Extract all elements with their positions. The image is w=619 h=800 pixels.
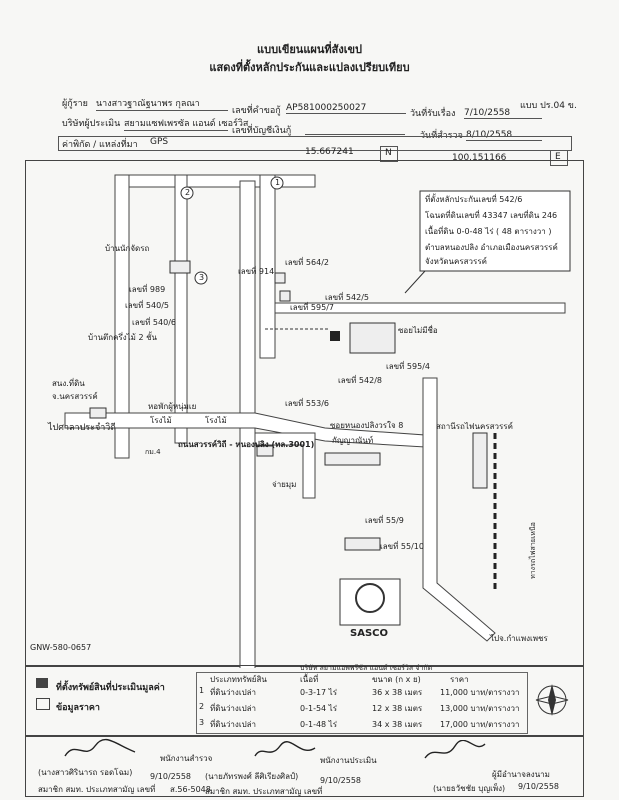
ref-value: AP581000250027 (286, 103, 406, 114)
info-box-pointer (405, 271, 425, 293)
legend-row1-price: 11,000 บาท/ตารางวา (440, 688, 520, 697)
info-line3: เนื้อที่ดิน 0-0-48 ไร่ ( 48 ตารางวา ) (425, 227, 552, 236)
label-soi-nongpling8: ซอยหนองปลิงวรใจ 8 (330, 421, 404, 430)
label-914: เลขที่ 914 (238, 267, 275, 276)
legend-row2-type: ที่ดินว่างเปล่า (210, 704, 257, 713)
bld-station (473, 433, 487, 488)
label-market: จ่ายมุม (272, 480, 297, 489)
label-595-7: เลขที่ 595/7 (290, 303, 334, 312)
legend-col-size: ขนาด (ก x ย) (372, 675, 421, 684)
sig1-name: (นางสาวศิรินารถ รอดโฉม) (38, 768, 133, 777)
label-595-4: เลขที่ 595/4 (386, 362, 430, 371)
circle-3-label: 3 (199, 273, 205, 282)
label-540-5: เลขที่ 540/5 (125, 301, 169, 310)
sig3-name: (นายธวัชชัย บุญเพ็ง) (433, 784, 506, 793)
label-to-prachaseri: ไปศาลาประจำวิถี (48, 423, 116, 433)
company-label: บริษัทผู้ประเมิน (62, 119, 121, 129)
legend-row3-size: 34 x 38 เมตร (372, 720, 423, 729)
sig1-role: พนักงานสำรวจ (160, 754, 213, 763)
label-553-6: เลขที่ 553/6 (285, 399, 329, 408)
bld-564-2 (280, 291, 290, 301)
borrower-value: นางสาวฐาณัฐนาพร กุลณา (96, 96, 228, 111)
label-shop2: โรงไม้ (205, 416, 227, 425)
legend-row2-num: 2 (199, 702, 205, 711)
label-house2: บ้านตึกครึ่งไม้ 2 ชั้น (88, 333, 158, 342)
inspect-value: 8/10/2558 (466, 130, 542, 141)
legend-row3-price: 17,000 บาท/ตารางวา (440, 720, 520, 729)
lat-value: 15.667241 (305, 147, 354, 157)
legend-col-type: ประเภททรัพย์สิน (210, 675, 267, 684)
label-dead-end: ซอยไม่มีชื่อ (398, 326, 438, 335)
doc-code: GNW-580-0657 (30, 643, 92, 652)
label-540-6: เลขที่ 540/6 (132, 318, 176, 327)
n-label: N (385, 148, 392, 158)
bld-595-4 (350, 323, 395, 353)
legend-row3-area: 0-1-48 ไร่ (300, 720, 337, 729)
legend-row3-type: ที่ดินว่างเปล่า (210, 720, 257, 729)
label-55-9: เลขที่ 55/9 (365, 516, 404, 525)
legend-row1-size: 36 x 38 เมตร (372, 688, 423, 697)
circle-1-label: 1 (275, 178, 281, 187)
inspect-label: วันที่สำรวจ (420, 131, 463, 141)
borrower-label: ผู้กู้ราย (62, 99, 88, 109)
label-542-5: เลขที่ 542/5 (325, 293, 369, 302)
label-55-10: เลขที่ 55/10 (380, 542, 424, 551)
legend-compare-swatch (36, 698, 50, 710)
road-right-diag (423, 378, 495, 641)
label-rail: ทางรถไฟสายเหนือ (528, 522, 537, 579)
sig2-name: (นายภัทรพงศ์ ลีศิเรียงศิลป์) (205, 772, 299, 781)
legend-row1-type: ที่ดินว่างเปล่า (210, 688, 257, 697)
sig3-date: 9/10/2558 (518, 782, 560, 791)
legend-row3-num: 3 (199, 718, 205, 727)
coord-label: ค่าพิกัด / แหล่งที่มา (62, 140, 138, 150)
signature-3-icon (420, 740, 490, 764)
legend-compare: ข้อมูลราคา (56, 703, 100, 713)
label-main-road: ถนนสวรรค์วิถี - หนองปลิง (ทล.3001) (178, 440, 315, 449)
sig2-org: สมาชิก สมท. ประเภทสามัญ เลขที่ (205, 787, 323, 796)
received-value: 7/10/2558 (464, 108, 542, 119)
bld-kanya (325, 453, 380, 465)
compass-icon (532, 680, 572, 720)
label-station: สถานีรถไฟนครสวรรค์ (436, 422, 513, 431)
label-989: เลขที่ 989 (129, 285, 166, 294)
legend-row2-area: 0-1-54 ไร่ (300, 704, 337, 713)
title-line1: แบบเขียนแผนที่สังเขป (257, 43, 362, 56)
label-bannuch: บ้านนักจัดรถ (105, 244, 150, 253)
lon-value: 100.151166 (452, 153, 507, 163)
signature-1-icon (60, 738, 140, 760)
legend-row1-area: 0-3-17 ไร่ (300, 688, 337, 697)
label-kanya: กัญญาณันท์ (332, 436, 374, 445)
signature-2-icon (250, 740, 320, 762)
label-km4: กม.4 (145, 448, 161, 456)
legend-row2-price: 13,000 บาท/ตารางวา (440, 704, 520, 713)
bld-landoffice (90, 408, 106, 418)
circle-2-label: 2 (185, 188, 191, 197)
road-top (115, 175, 315, 187)
sig1-date: 9/10/2558 (150, 772, 192, 781)
bld-bannuch (170, 261, 190, 273)
info-line1: ที่ตั้งหลักประกันเลขที่ 542/6 (425, 195, 523, 204)
label-542-8: เลขที่ 542/8 (338, 376, 382, 385)
label-to-bangkok: ไปจ.กำแพงเพชร (490, 634, 548, 643)
info-line5: จังหวัดนครสวรรค์ (425, 257, 487, 266)
e-label: E (555, 152, 561, 162)
sig1-org: สมาชิก สมท. ประเภทสามัญ เลขที่ (38, 785, 156, 794)
form-code: แบบ ปร.04 ข. (520, 101, 577, 111)
legend-col-area: เนื้อที่ (300, 675, 319, 684)
label-564-2: เลขที่ 564/2 (285, 258, 329, 267)
legend-col-price: ราคา (450, 675, 469, 684)
legend-collateral: ที่ตั้งทรัพย์สินที่ประเมินมูลค่า (56, 683, 165, 693)
legend-row2-size: 12 x 38 เมตร (372, 704, 423, 713)
label-mophet: หอพักผู้หนุ่มเย (148, 402, 197, 411)
info-line4: ตำบลหนองปลิง อำเภอเมืองนครสวรรค์ (425, 243, 558, 252)
sig1-no: ส.56-5048 (170, 785, 211, 794)
legend-collateral-swatch (36, 678, 48, 688)
sig2-role: พนักงานประเมิน (320, 756, 377, 765)
bld-55 (345, 538, 380, 550)
company-value: สยามแซฟเพรซัล แอนด์ เซอร์วิส (124, 116, 228, 131)
title-line2: แสดงที่ตั้งหลักประกันและแปลงเปรียบเทียบ (209, 61, 410, 74)
sasco-logo-box (340, 579, 400, 625)
collateral-marker (330, 331, 340, 341)
label-shop1: โรงไม้ (150, 416, 172, 425)
site-map (25, 163, 582, 668)
company-name: บริษัท สยามแอพพรีซัล แอนด์ เซอร์วิส จำกัด (300, 664, 433, 672)
sasco-logo-text: SASCO (350, 628, 388, 639)
label-land-office: สนง.ที่ดิน จ.นครสวรรค์ (52, 379, 98, 401)
sig3-role: ผู้มีอำนาจลงนาม (492, 770, 550, 779)
account-label: เลขที่บัญชีเงินกู้ (232, 126, 292, 136)
legend-row1-num: 1 (199, 686, 205, 695)
received-label: วันที่รับเรื่อง (410, 109, 456, 119)
sig2-date: 9/10/2558 (320, 776, 362, 785)
coord-source: GPS (150, 137, 169, 147)
account-line (305, 134, 405, 135)
ref-label: เลขที่คำขอกู้ (232, 106, 281, 116)
info-line2: โฉนดที่ดินเลขที่ 43347 เลขที่ดิน 246 (425, 211, 558, 220)
bld-914 (275, 273, 285, 283)
